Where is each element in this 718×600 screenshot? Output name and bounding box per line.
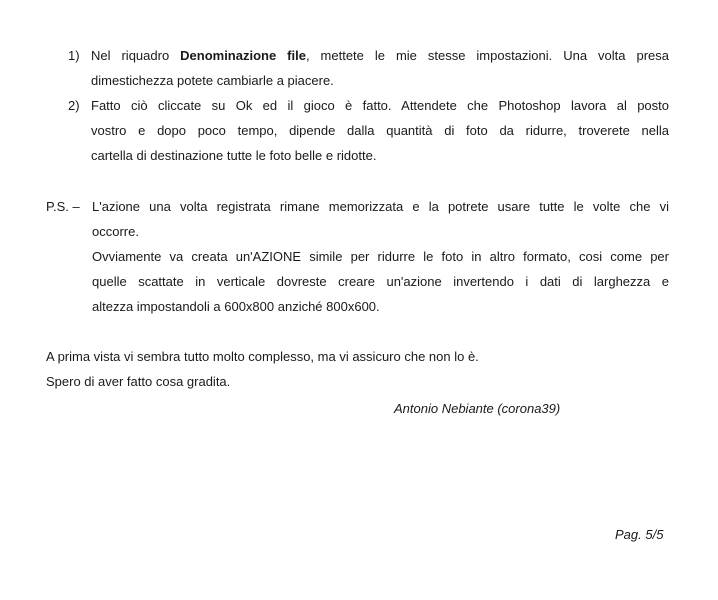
ps-label: P.S. – xyxy=(46,199,80,214)
list-item-1-bold-term: Denominazione file xyxy=(180,48,306,63)
list-item-1-text-post: , mettete le mie stesse impostazioni. Una volta presa xyxy=(305,48,669,63)
closing-line-1: A prima vista vi sembra tutto molto complesso, ma vi assicuro che non lo è. xyxy=(46,349,479,364)
closing-line-2: Spero di aver fatto cosa gradita. xyxy=(46,374,231,389)
signature: Antonio Nebiante (corona39) xyxy=(394,401,561,416)
list-item-2-line-3: cartella di destinazione tutte le foto belle e ridotte. xyxy=(91,148,377,163)
list-item-2-line-1: Fatto ciò cliccate su Ok ed il gioco è fatto. Attendete che Photoshop lavora al posto xyxy=(91,98,669,113)
ps-line-3: Ovviamente va creata un'AZIONE simile per ridurre le foto in altro formato, cosi come per xyxy=(92,249,669,264)
page-number: Pag. 5/5 xyxy=(615,527,664,542)
list-item-1-text-pre: Nel riquadro xyxy=(91,48,181,63)
list-item-1-line-1 xyxy=(91,48,669,64)
list-number-1: 1) xyxy=(68,48,80,63)
list-item-2-line-2: vostro e dopo poco tempo, dipende dalla quantità di foto da ridurre, troverete nella xyxy=(91,123,669,138)
ps-line-4: quelle scattate in verticale dovreste creare un'azione invertendo i dati di larghezza e xyxy=(92,274,669,289)
ps-line-1: L'azione una volta registrata rimane memorizzata e la potrete usare tutte le volte che vi xyxy=(92,199,669,214)
list-item-1-line-2: dimestichezza potete cambiarle a piacere. xyxy=(91,73,334,88)
list-number-2: 2) xyxy=(68,98,80,113)
ps-line-5: altezza impostandoli a 600x800 anziché 800x600. xyxy=(92,299,380,314)
ps-line-2: occorre. xyxy=(92,224,139,239)
